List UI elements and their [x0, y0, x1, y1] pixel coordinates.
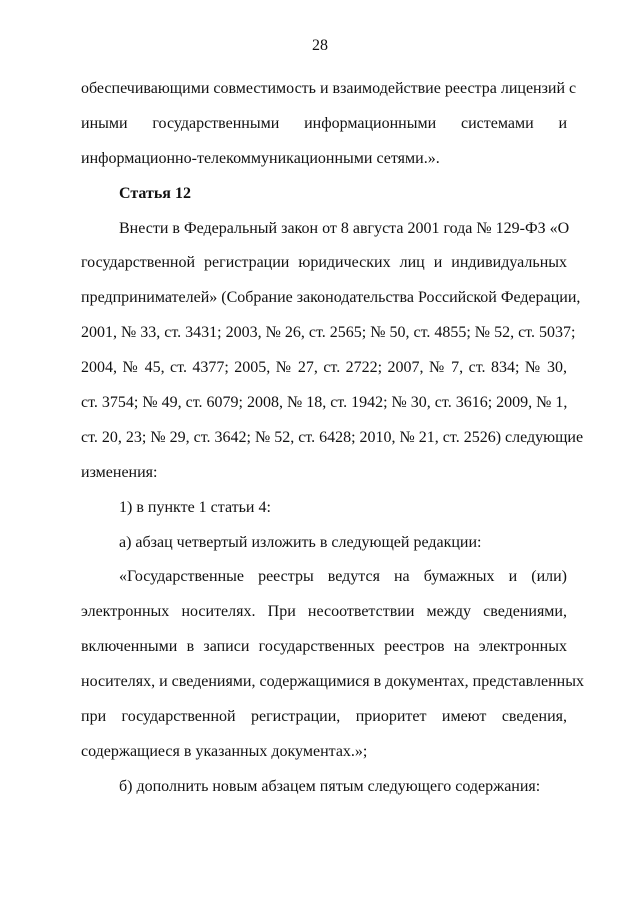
article-line: предпринимателей» (Собрание законодательства Российской Федерации,	[81, 289, 581, 307]
article-line: 2001, № 33, ст. 3431; 2003, № 26, ст. 2565; № 50, ст. 4855; № 52, ст. 5037;	[81, 324, 576, 342]
article-heading: Статья 12	[119, 184, 191, 202]
body-line: иными государственными информационными системами и	[81, 114, 567, 132]
quote-line: «Государственные реестры ведутся на бумажных и (или)	[119, 568, 567, 586]
body-line: информационно-телекоммуникационными сетями.».	[81, 149, 440, 167]
list-item-b: б) дополнить новым абзацем пятым следующего содержания:	[119, 777, 541, 795]
article-line: изменения:	[81, 463, 158, 481]
quote-line: при государственной регистрации, приоритет имеют сведения,	[81, 708, 567, 726]
article-line: ст. 20, 23; № 29, ст. 3642; № 52, ст. 6428; 2010, № 21, ст. 2526) следующие	[81, 428, 584, 446]
article-line: Внести в Федеральный закон от 8 августа 2001 года № 129-ФЗ «О	[119, 219, 570, 237]
page-number: 28	[312, 37, 328, 54]
body-line: обеспечивающими совместимость и взаимодействие реестра лицензий с	[81, 80, 577, 97]
quote-line: содержащиеся в указанных документах.»;	[81, 742, 368, 760]
list-item-a: а) абзац четвертый изложить в следующей редакции:	[119, 533, 482, 551]
document-body	[81, 72, 584, 805]
article-line: ст. 3754; № 49, ст. 6079; 2008, № 18, ст. 1942; № 30, ст. 3616; 2009, № 1,	[81, 394, 568, 412]
quote-line: электронных носителях. При несоответствии между сведениями,	[81, 603, 567, 621]
quote-line: носителях, и сведениями, содержащимися в документах, представленных	[81, 673, 584, 691]
list-item-1: 1) в пункте 1 статьи 4:	[119, 498, 271, 516]
article-line: государственной регистрации юридических лиц и индивидуальных	[81, 254, 567, 272]
quote-line: включенными в записи государственных реестров на электронных	[81, 638, 567, 656]
article-line: 2004, № 45, ст. 4377; 2005, № 27, ст. 2722; 2007, № 7, ст. 834; № 30,	[81, 359, 567, 377]
